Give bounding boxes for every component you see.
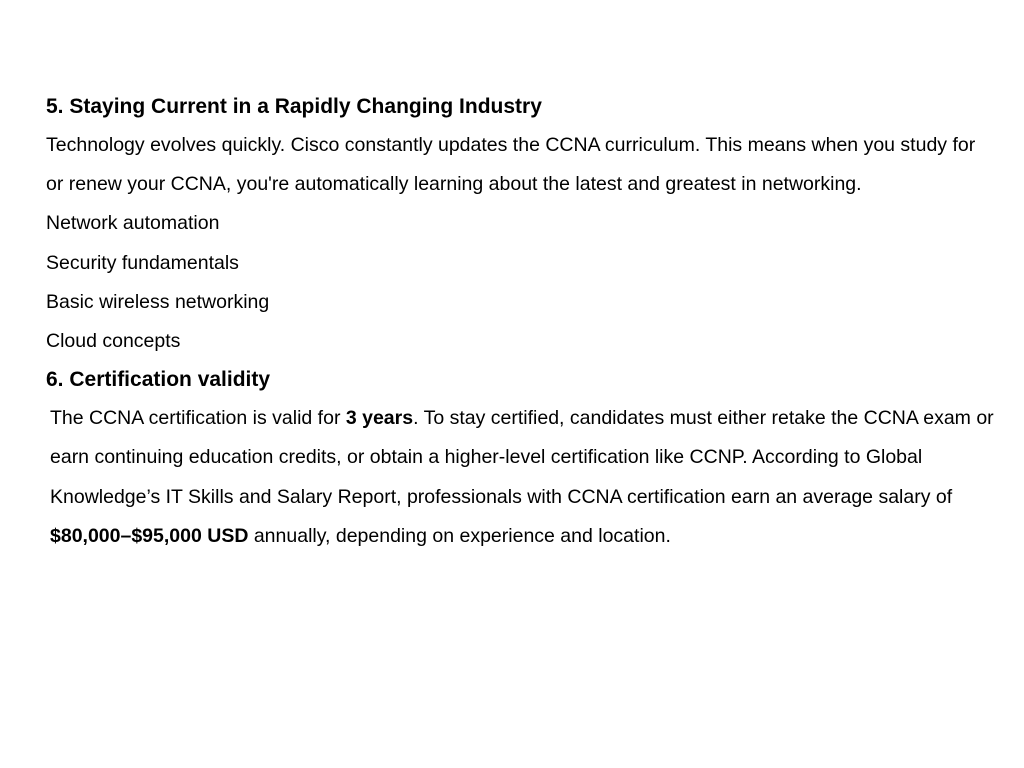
section-5-heading: 5. Staying Current in a Rapidly Changing Industry [46, 95, 542, 118]
document-body [46, 88, 996, 556]
list-item-network-automation: Network automation [46, 212, 220, 235]
section-6-text-3: annually, depending on experience and location. [248, 524, 671, 547]
section-6-text-2: . To stay certified, candidates must either retake the CCNA exam or earn continuing education credits, or obtain a higher-level certification like CCNP. According to Global Knowledge’s IT Skills and Salary Report, professionals with CCNA certification earn an average salary of [50, 407, 994, 508]
list-item-cloud-concepts: Cloud concepts [46, 330, 181, 353]
list-item-basic-wireless: Basic wireless networking [46, 290, 270, 313]
salary-range: $80,000–$95,000 USD [50, 524, 249, 547]
section-6-text-1: The CCNA certification is valid for [50, 407, 346, 430]
validity-period: 3 years [345, 407, 414, 430]
section-5-paragraph: Technology evolves quickly. Cisco constantly updates the CCNA curriculum. This means when you study for or renew your CCNA, you're automatically learning about the latest and greatest in networking. [46, 134, 976, 196]
list-item-security-fundamentals: Security fundamentals [46, 251, 239, 274]
section-6-heading: 6. Certification validity [46, 368, 271, 392]
section-6-paragraph [46, 399, 996, 556]
